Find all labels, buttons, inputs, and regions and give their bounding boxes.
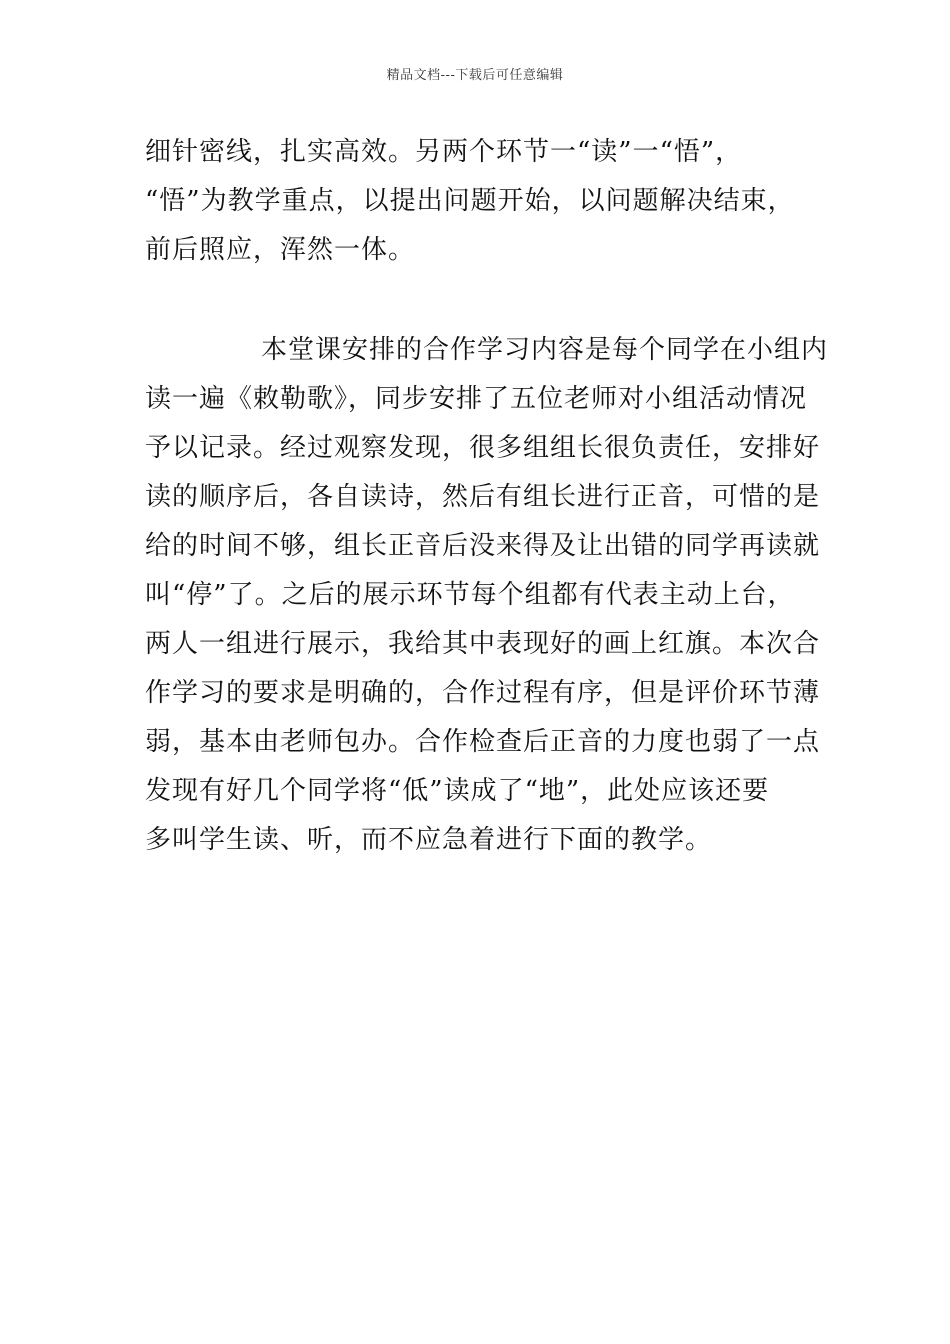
paragraph-line: 给的时间不够，组长正音后没来得及让出错的同学再读就 [145,531,821,561]
paragraph-line: 发现有好几个同学将“低”读成了“地”，此处应该还要 [145,776,770,806]
paragraph-line: 读的顺序后，各自读诗，然后有组长进行正音，可惜的是 [145,482,821,512]
page-header: 精品文档---下载后可任意编辑 [386,68,564,83]
paragraph-line: 多叫学生读、听，而不应急着进行下面的教学。 [145,825,713,855]
paragraph-line: “悟”为教学重点，以提出问题开始，以问题解决结束， [145,186,795,216]
paragraph-line: 弱，基本由老师包办。合作检查后正音的力度也弱了一点 [145,727,821,757]
paragraph-1 [145,128,810,275]
paragraph-line: 本堂课安排的合作学习内容是每个同学在小组内 [261,335,829,365]
paragraph-line: 予以记录。经过观察发现，很多组组长很负责任，安排好 [145,433,821,463]
paragraph-line: 前后照应，浑然一体。 [145,235,416,265]
paragraph-line: 两人一组进行展示，我给其中表现好的画上红旗。本次合 [145,629,821,659]
paragraph-2 [145,326,829,865]
paragraph-line: 读一遍《敕勒歌》，同步安排了五位老师对小组活动情况 [145,384,808,414]
paragraph-line: 细针密线，扎实高效。另两个环节一“读”一“悟”， [145,137,743,167]
paragraph-line: 作学习的要求是明确的，合作过程有序，但是评价环节薄 [145,678,821,708]
paragraph-line: 叫“停”了。之后的展示环节每个组都有代表主动上台， [145,580,795,610]
